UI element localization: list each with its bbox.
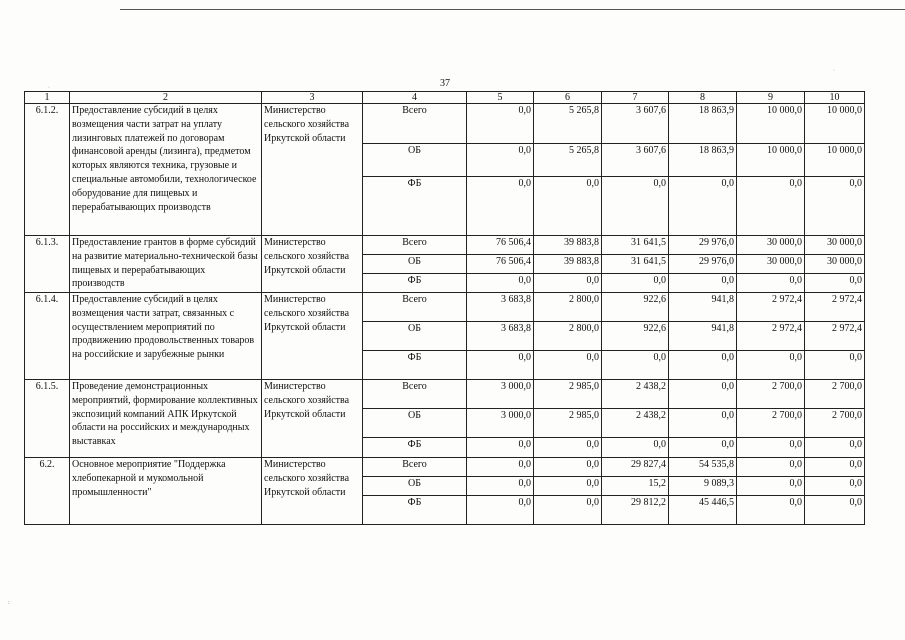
value-cell: 10 000,0 [737,144,805,177]
value-cell: 0,0 [467,144,534,177]
value-cell: 0,0 [805,274,865,293]
row-org: Министерство сельского хозяйства Иркутской области [262,380,363,458]
value-cell: 922,6 [602,293,669,322]
value-cell: 30 000,0 [737,236,805,255]
value-cell: 3 683,8 [467,293,534,322]
funding-source: ОБ [363,255,467,274]
page-number: 37 [440,78,450,89]
value-cell: 941,8 [669,293,737,322]
table-row [25,458,865,477]
value-cell: 3 683,8 [467,322,534,351]
row-code: 6.1.5. [25,380,70,458]
header-cell: 6 [534,92,602,104]
value-cell: 0,0 [737,438,805,458]
funding-source: ФБ [363,177,467,236]
value-cell: 2 972,4 [805,322,865,351]
scan-mark: · [48,85,50,91]
value-cell: 0,0 [534,274,602,293]
value-cell: 0,0 [669,380,737,409]
value-cell: 0,0 [805,458,865,477]
value-cell: 0,0 [467,496,534,525]
value-cell: 0,0 [534,477,602,496]
value-cell: 0,0 [534,177,602,236]
value-cell: 0,0 [737,458,805,477]
value-cell: 18 863,9 [669,104,737,144]
value-cell: 76 506,4 [467,236,534,255]
row-desc: Основное мероприятие "Поддержка хлебопекарной и мукомольной промышленности" [70,458,262,525]
value-cell: 0,0 [805,351,865,380]
value-cell: 3 607,6 [602,104,669,144]
value-cell: 31 641,5 [602,236,669,255]
value-cell: 0,0 [534,458,602,477]
value-cell: 2 800,0 [534,322,602,351]
value-cell: 0,0 [534,438,602,458]
value-cell: 5 265,8 [534,144,602,177]
header-cell: 5 [467,92,534,104]
value-cell: 0,0 [467,477,534,496]
funding-source: ОБ [363,322,467,351]
funding-source: ФБ [363,274,467,293]
value-cell: 30 000,0 [805,255,865,274]
value-cell: 0,0 [669,177,737,236]
value-cell: 2 972,4 [737,293,805,322]
funding-source: ОБ [363,409,467,438]
value-cell: 30 000,0 [805,236,865,255]
value-cell: 0,0 [737,177,805,236]
value-cell: 54 535,8 [669,458,737,477]
value-cell: 0,0 [467,351,534,380]
row-desc: Предоставление грантов в форме субсидий на развитие материально-технической базы пищевых и перерабатывающих производств [70,236,262,293]
header-cell: 8 [669,92,737,104]
table-row [25,236,865,255]
value-cell: 2 700,0 [805,409,865,438]
value-cell: 2 700,0 [737,409,805,438]
value-cell: 0,0 [467,274,534,293]
value-cell: 3 000,0 [467,409,534,438]
row-code: 6.1.3. [25,236,70,293]
value-cell: 922,6 [602,322,669,351]
header-row [25,92,865,104]
value-cell: 0,0 [534,496,602,525]
value-cell: 2 985,0 [534,409,602,438]
value-cell: 45 446,5 [669,496,737,525]
value-cell: 0,0 [534,351,602,380]
value-cell: 2 438,2 [602,409,669,438]
table-row [25,104,865,144]
scan-top-rule [120,9,905,10]
header-cell: 3 [262,92,363,104]
header-cell: 7 [602,92,669,104]
value-cell: 3 607,6 [602,144,669,177]
funding-source: Всего [363,293,467,322]
value-cell: 0,0 [805,496,865,525]
value-cell: 2 438,2 [602,380,669,409]
value-cell: 0,0 [602,438,669,458]
header-cell: 10 [805,92,865,104]
row-desc: Проведение демонстрационных мероприятий, формирование коллективных экспозиций компаний АПК Иркутской области на российских и международных выставках [70,380,262,458]
value-cell: 0,0 [737,351,805,380]
header-cell: 2 [70,92,262,104]
header-cell: 4 [363,92,467,104]
value-cell: 0,0 [467,104,534,144]
value-cell: 29 976,0 [669,255,737,274]
value-cell: 9 089,3 [669,477,737,496]
row-desc: Предоставление субсидий в целях возмещения части затрат, связанных с осуществлением мероприятий по продвижению продовольственных товаров на российские и зарубежные рынки [70,293,262,380]
value-cell: 2 972,4 [805,293,865,322]
row-code: 6.1.4. [25,293,70,380]
funding-source: Всего [363,236,467,255]
value-cell: 0,0 [805,438,865,458]
value-cell: 18 863,9 [669,144,737,177]
funding-source: ФБ [363,496,467,525]
scan-mark: · [833,68,835,74]
value-cell: 39 883,8 [534,236,602,255]
scan-mark: : [8,600,10,606]
funding-source: Всего [363,380,467,409]
value-cell: 10 000,0 [737,104,805,144]
value-cell: 0,0 [737,477,805,496]
value-cell: 0,0 [669,351,737,380]
value-cell: 0,0 [737,274,805,293]
value-cell: 0,0 [805,177,865,236]
value-cell: 0,0 [737,496,805,525]
funding-source: ФБ [363,351,467,380]
value-cell: 5 265,8 [534,104,602,144]
value-cell: 0,0 [602,274,669,293]
value-cell: 0,0 [467,458,534,477]
row-org: Министерство сельского хозяйства Иркутской области [262,236,363,293]
value-cell: 76 506,4 [467,255,534,274]
row-org: Министерство сельского хозяйства Иркутской области [262,293,363,380]
value-cell: 2 700,0 [805,380,865,409]
value-cell: 0,0 [669,409,737,438]
value-cell: 39 883,8 [534,255,602,274]
value-cell: 15,2 [602,477,669,496]
row-code: 6.2. [25,458,70,525]
value-cell: 0,0 [805,477,865,496]
value-cell: 941,8 [669,322,737,351]
value-cell: 3 000,0 [467,380,534,409]
value-cell: 2 985,0 [534,380,602,409]
header-cell: 1 [25,92,70,104]
value-cell: 0,0 [467,177,534,236]
funding-source: Всего [363,458,467,477]
header-cell: 9 [737,92,805,104]
table-row [25,293,865,322]
value-cell: 10 000,0 [805,144,865,177]
row-org: Министерство сельского хозяйства Иркутской области [262,104,363,236]
row-org: Министерство сельского хозяйства Иркутской области [262,458,363,525]
value-cell: 29 812,2 [602,496,669,525]
value-cell: 31 641,5 [602,255,669,274]
funding-source: ФБ [363,438,467,458]
value-cell: 2 800,0 [534,293,602,322]
value-cell: 0,0 [669,438,737,458]
value-cell: 2 700,0 [737,380,805,409]
value-cell: 29 976,0 [669,236,737,255]
row-code: 6.1.2. [25,104,70,236]
funding-source: ОБ [363,144,467,177]
value-cell: 0,0 [669,274,737,293]
funding-source: ОБ [363,477,467,496]
budget-table [24,91,865,525]
table-row [25,380,865,409]
row-desc: Предоставление субсидий в целях возмещения части затрат на уплату лизинговых платежей по договорам финансовой аренды (лизинга), предметом которых являются техника, грузовые и специальные автомобили, технологическое оборудование для пищевых и перерабатывающих производств [70,104,262,236]
value-cell: 0,0 [467,438,534,458]
value-cell: 10 000,0 [805,104,865,144]
value-cell: 0,0 [602,351,669,380]
value-cell: 29 827,4 [602,458,669,477]
value-cell: 2 972,4 [737,322,805,351]
value-cell: 30 000,0 [737,255,805,274]
funding-source: Всего [363,104,467,144]
value-cell: 0,0 [602,177,669,236]
